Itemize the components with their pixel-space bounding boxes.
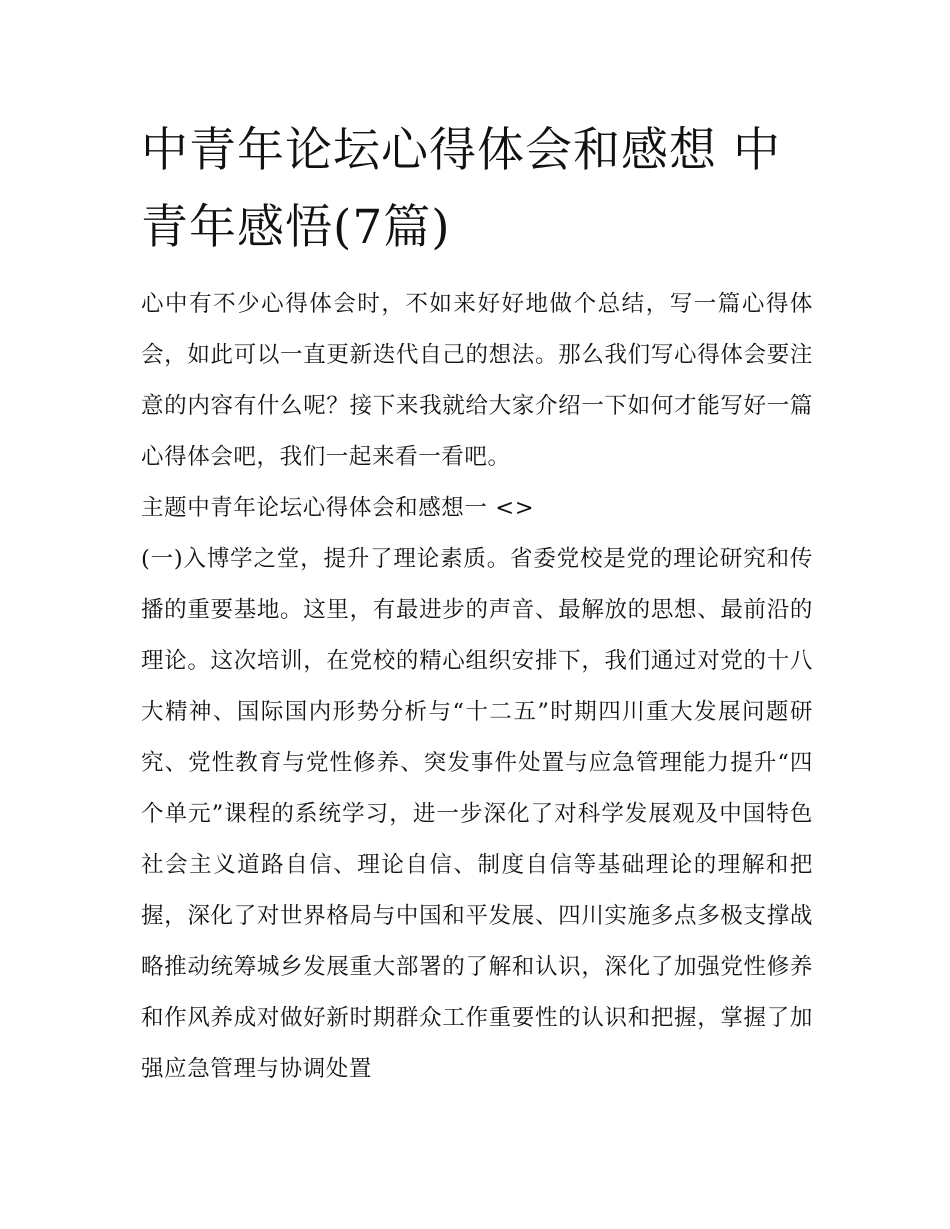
document-title: 中青年论坛心得体会和感想 中青年感悟(7篇) [141, 123, 781, 255]
intro-paragraph: 心中有不少心得体会时，不如来好好地做个总结，写一篇心得体会，如此可以一直更新迭代自己的想法。那么我们写心得体会要注意的内容有什么呢？接下来我就给大家介绍一下如何才能写好一篇心得体会吧，我们一起来看一看吧。 [141, 291, 813, 470]
section-heading: 主题中青年论坛心得体会和感想一 <> [141, 495, 535, 521]
section-paragraph: (一)入博学之堂，提升了理论素质。省委党校是党的理论研究和传播的重要基地。这里，有最进步的声音、最解放的思想、最前沿的理论。这次培训，在党校的精心组织安排下，我们通过对党的十八大精神、国际国内形势分析与“十二五”时期四川重大发展问题研究、党性教育与党性修养、突发事件处置与应急管理能力提升“四个单元”课程的系统学习，进一步深化了对科学发展观及中国特色社会主义道路自信、理论自信、制度自信等基础理论的理解和把握，深化了对世界格局与中国和平发展、四川实施多点多极支撑战略推动统筹城乡发展重大部署的了解和认识，深化了加强党性修养和作风养成对做好新时期群众工作重要性的认识和把握，掌握了加强应急管理与协调处置 [141, 546, 813, 1082]
